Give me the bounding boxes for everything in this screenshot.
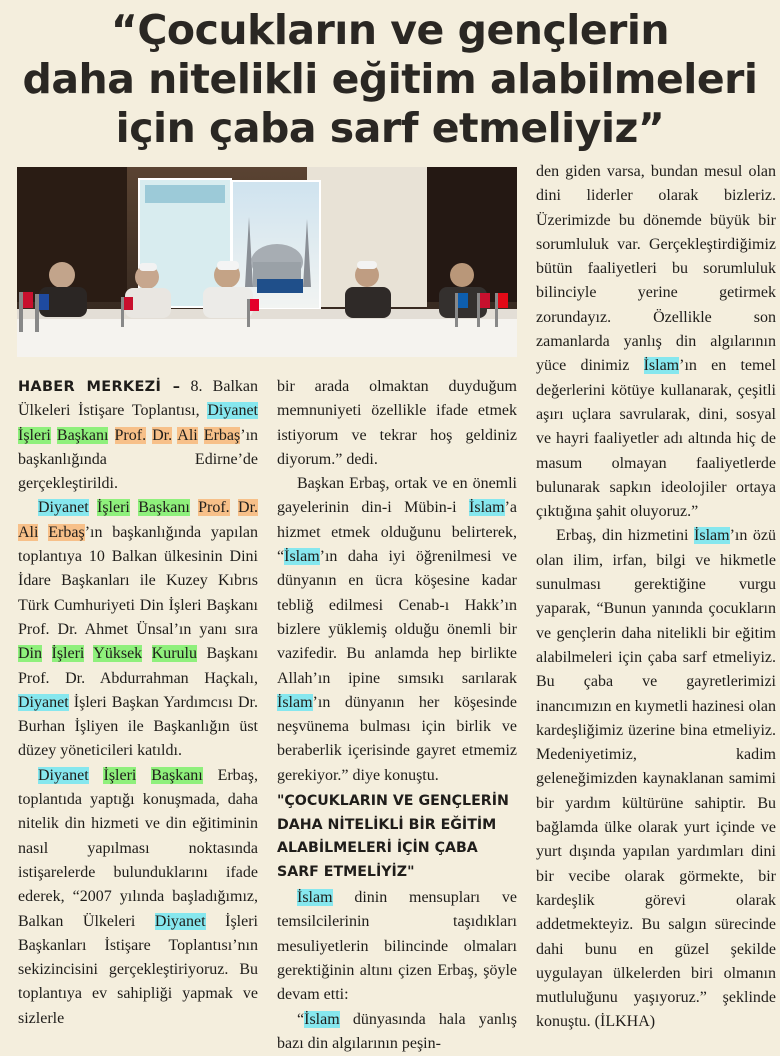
highlight-islam: İslam	[304, 1010, 340, 1028]
text-run: dünyasında hala yanlış bazı din algılarının peşin-	[277, 1010, 517, 1052]
highlight-diyanet: Diyanet	[207, 402, 258, 420]
column-3	[536, 160, 776, 1035]
highlight-dr: Dr.	[152, 426, 173, 444]
text-run: ’ın özü olan ilim, irfan, bilgi ve hikmetle sunulması gerektiğine vurgu yaparak, “Bunun yanında çocukların ve gençlerin daha nitelikli bir eğitim alabilmeleri için çaba sarf etmeliyiz. Bu çaba ve gayretlerimizi inancımızın en kıymetli hazinesi olan kardeşliğimiz üzerine bina etmeliyiz. Medeniyetimiz, kadim geleneğimizden kaynaklanan samimi bir yardım kültürüne sahiptir. Bu bağlamda ülke olarak yurt içinde ve yurt dışında yapılan yardımları dini bir vecibe olarak görmekte, bir kardeşlik görevi olarak addetmekteyiz. Bu salgın sürecinde dahi bunu en güzel şekilde uygulayan ülkelerden biri olmanın mutluluğunu yaşıyoruz.” şeklinde konuştu.	[536, 527, 777, 1031]
highlight-kurulu: Kurulu	[151, 645, 197, 663]
text-run: ’ın başkanlığında Edirne’de gerçekleştirildi.	[18, 426, 259, 493]
text-run: ’ın başkanlığında yapılan toplantıya 10 Balkan ülkesinin Dini İdare Başkanları ile Kuzey Kıbrıs Türk Cumhuriyeti Din İşleri Başkanı Prof. Dr. Ahmet Ünsal’ın yanı sıra	[18, 523, 259, 638]
paragraph	[277, 1008, 517, 1056]
highlight-diyanet: Diyanet	[38, 499, 89, 517]
column-1	[18, 375, 258, 1031]
highlight-dr: Dr.	[238, 499, 259, 517]
subheading: "ÇOCUKLARIN VE GENÇLERİN DAHA NİTELİKLİ BİR EĞİTİM ALABİLMELERİ İÇİN ÇABA SARF ETMELİYİZ"	[277, 793, 509, 880]
highlight-din: Din	[18, 645, 42, 663]
text-run: Erbaş, din hizmetini	[556, 527, 695, 545]
text-run: ’ın daha iyi öğrenilmesi ve dünyanın en ücra köşesine kadar tebliğ edilmesi Cenab-ı Hakk’ın bizlere yüklemiş olduğu önemli bir vazifedir. Bu anlamda hep birlikte Allah’ın ipine sımsıkı sarılarak	[277, 548, 517, 687]
highlight-diyanet: Diyanet	[154, 912, 206, 930]
highlight-isleri: İşleri	[51, 645, 85, 663]
highlight-erbas: Erbaş	[48, 523, 85, 541]
text-run: Başkan Erbaş, ortak ve en önemli gayelerinin din-i Mübin-i	[277, 475, 517, 517]
highlight-islam: İslam	[277, 693, 313, 711]
highlight-diyanet: Diyanet	[18, 693, 69, 711]
text-run: den giden varsa, bundan mesul olan dini liderler olarak bizleriz. Üzerimizde bu dönemde büyük bir sorumluluk var. Gerçekleştirdiğimiz bütün faaliyetleri bu sorumluluk bilinciyle yerine getirmek zorundayız. Özellikle son zamanlarda yanlış din algılarının yüce dinimiz	[536, 163, 776, 375]
paragraph	[277, 886, 517, 1007]
headline-line-2: daha nitelikli eğitim alabilmeleri	[22, 55, 758, 103]
news-photo	[17, 167, 517, 357]
paragraph	[536, 524, 776, 1034]
text-run: Başkanı Prof. Dr. Abdurrahman Haçkalı,	[18, 645, 259, 687]
highlight-isleri: İşleri	[18, 426, 51, 444]
highlight-ali: Ali	[177, 426, 198, 444]
highlight-erbas: Erbaş	[203, 426, 241, 444]
highlight-prof: Prof.	[198, 499, 230, 517]
highlight-ali: Ali	[18, 523, 39, 541]
text-run: İşleri Başkan Yardımcısı Dr. Burhan İşliyen ile Başkanlığın üst düzey yöneticileri katıldı.	[18, 693, 258, 760]
headline-line-3: için çaba sarf etmeliyiz”	[115, 104, 665, 152]
paragraph	[18, 496, 258, 763]
highlight-islam: İslam	[284, 548, 320, 566]
headline-line-1: “Çocukların ve gençlerin	[110, 6, 670, 54]
headline	[0, 6, 780, 153]
highlight-isleri: İşleri	[97, 499, 130, 517]
highlight-islam: İslam	[643, 357, 680, 375]
text-run: İşleri Başkanları İstişare Toplantısı’nın sekizincisini gerçekleştiriyoruz. Bu toplantıya ev sahipliği yapmak ve sizlerle	[18, 912, 258, 1027]
highlight-baskani: Başkanı	[56, 426, 109, 444]
highlight-prof: Prof.	[114, 426, 147, 444]
meeting-photo-illustration	[17, 167, 517, 357]
dateline: HABER MERKEZİ –	[18, 379, 181, 395]
text-run: Erbaş, toplantıda yaptığı konuşmada, daha nitelik din hizmeti ve din eğitiminin nasıl yapılması noktasında istişarelerde bulunduklarını ifade ederek, “2007 yılında başladığımız, Balkan Ülkeleri	[18, 766, 258, 930]
highlight-diyanet: Diyanet	[38, 766, 89, 784]
highlight-baskani: Başkanı	[151, 766, 203, 784]
text-run: ’ın dünyanın her köşesinde neşvünema bulması için birlik ve beraberlik içerisinde gayret etmemiz gerekiyor.” diye konuştu.	[277, 693, 517, 784]
paragraph	[18, 764, 258, 1031]
text-run: “	[297, 1010, 305, 1028]
paragraph	[277, 472, 517, 788]
highlight-baskani: Başkanı	[138, 499, 190, 517]
highlight-islam: İslam	[469, 499, 505, 517]
text-run: dinin mensupları ve temsilcilerinin taşıdıkları mesuliyetlerin bilincinde olmaları gerektiğinin altını çizen Erbaş, şöyle devam etti:	[277, 889, 517, 1004]
paragraph	[18, 375, 258, 496]
highlight-yuksek: Yüksek	[93, 645, 143, 663]
highlight-islam: İslam	[297, 889, 333, 907]
highlight-islam: İslam	[694, 527, 730, 545]
text-run: 8. Balkan Ülkeleri İstişare Toplantısı,	[18, 378, 258, 420]
text-run: ’a hizmet etmek olduğunu belirterek, “	[277, 499, 517, 566]
highlight-isleri: İşleri	[103, 766, 137, 784]
paragraph	[536, 160, 776, 524]
text-run: ’ın en temel değerlerini kötüye kullanarak, çeşitli aşırı uçlara savrularak, dini, sosyal ve hayri faaliyetler adı altında hiç de masum olmayan faaliyetlerde bulunarak sapkın ideolojiler ortaya çıktığına şahit oluyoruz.”	[536, 357, 776, 521]
column-2	[277, 375, 517, 1056]
news-agency-credit: (İLKHA)	[594, 1013, 656, 1031]
paragraph: bir arada olmaktan duyduğum memnuniyeti özellikle ifade etmek istiyorum ve tekrar hoş geldiniz diyorum.” dedi.	[277, 378, 517, 468]
